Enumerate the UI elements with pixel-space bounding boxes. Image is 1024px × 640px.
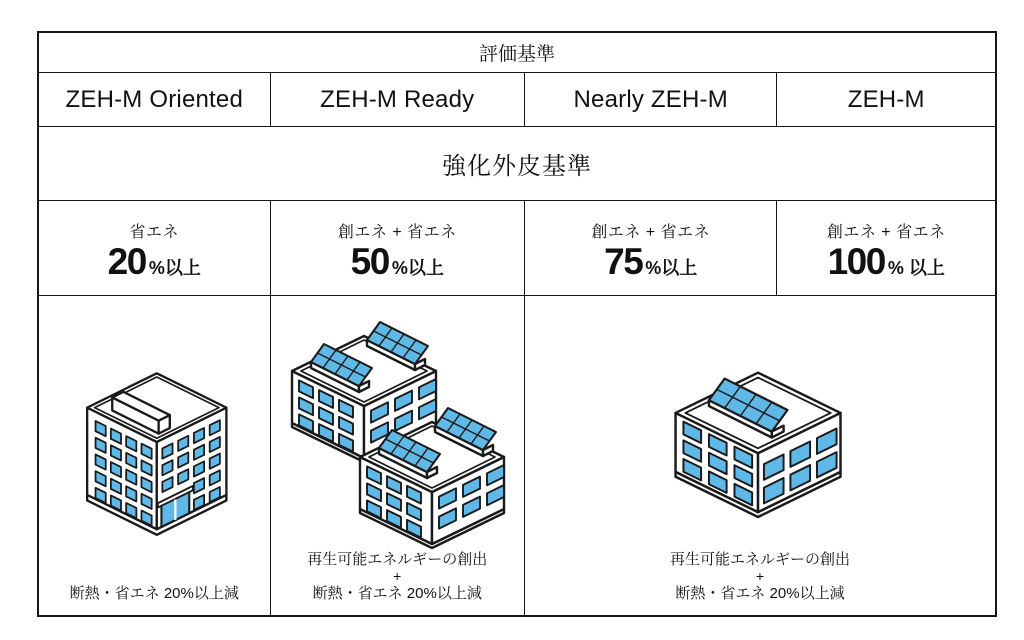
performance-value-row xyxy=(107,240,201,282)
performance-suffix: % 以上 xyxy=(887,257,945,278)
illustration-cell-nearly-and-zeh-m xyxy=(524,295,995,617)
illustration-art xyxy=(525,296,995,550)
caption-plus: + xyxy=(393,568,402,585)
header-cell-zeh-m-oriented: ZEH-M Oriented xyxy=(39,72,270,126)
illustration-caption xyxy=(70,584,239,604)
illustration-caption xyxy=(670,550,850,604)
performance-label: 創エネ + 省エネ xyxy=(337,223,457,241)
header-cell-zeh-m-ready: ZEH-M Ready xyxy=(270,72,524,126)
illustration-cell-ready xyxy=(270,295,524,617)
performance-suffix: %以上 xyxy=(391,257,444,278)
solar-building-icon xyxy=(652,345,868,527)
header-cell-nearly-zeh-m: Nearly ZEH-M xyxy=(524,72,776,126)
office-building-icon xyxy=(61,364,247,545)
illustration-cell-oriented xyxy=(39,295,270,617)
zeh-comparison-table xyxy=(37,31,997,617)
header-cell-zeh-m: ZEH-M xyxy=(776,72,995,126)
caption-plus: + xyxy=(755,568,765,585)
illustration-art xyxy=(271,296,524,550)
performance-cell-nearly xyxy=(524,200,776,295)
performance-value: 100 xyxy=(827,240,885,282)
performance-cell-zeh-m xyxy=(776,200,995,295)
illustration-caption xyxy=(307,550,487,604)
performance-value-row xyxy=(604,240,698,282)
table-title: 評価基準 xyxy=(478,44,555,65)
caption-line: 断熱・省エネ 20%以上減 xyxy=(675,584,845,602)
performance-value: 50 xyxy=(350,240,389,282)
performance-label: 創エネ + 省エネ xyxy=(591,223,711,241)
caption-line: 再生可能エネルギーの創出 xyxy=(307,551,488,568)
performance-cell-oriented xyxy=(39,200,270,295)
performance-value: 75 xyxy=(604,240,643,282)
caption-line: 断熱・省エネ 20%以上減 xyxy=(69,584,239,602)
two-solar-buildings-icon xyxy=(277,300,517,550)
performance-cell-ready xyxy=(270,200,524,295)
performance-suffix: %以上 xyxy=(645,257,698,278)
envelope-standard-cell: 強化外皮基準 xyxy=(39,126,995,200)
illustration-art xyxy=(39,296,270,584)
performance-value-row xyxy=(827,240,945,282)
caption-line: 再生可能エネルギーの創出 xyxy=(669,551,850,568)
caption-line: 断熱・省エネ 20%以上減 xyxy=(312,584,482,602)
performance-suffix: %以上 xyxy=(148,257,201,278)
performance-value: 20 xyxy=(107,240,146,282)
performance-label: 省エネ xyxy=(129,223,180,241)
performance-value-row xyxy=(350,240,444,282)
performance-label: 創エネ + 省エネ xyxy=(826,223,946,241)
